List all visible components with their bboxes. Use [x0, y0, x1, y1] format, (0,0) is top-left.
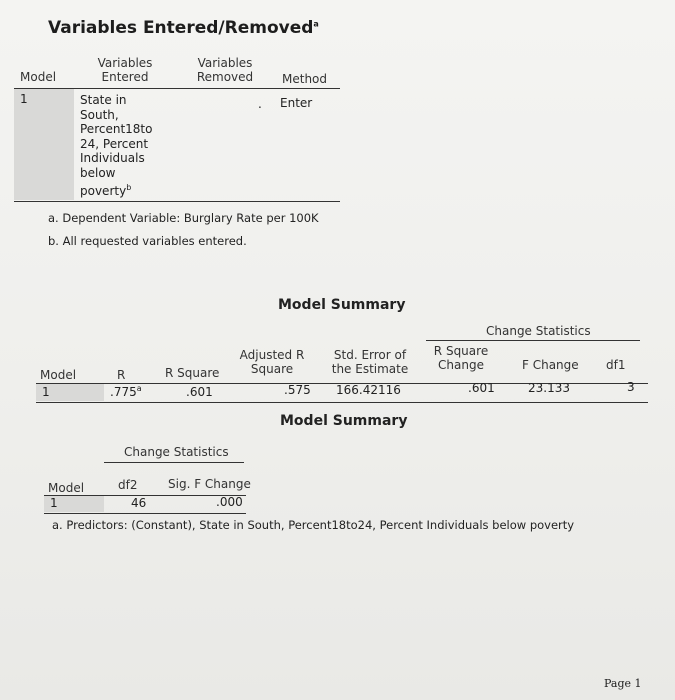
model-summary-title-2: Model Summary: [280, 413, 408, 429]
header-std-error: [324, 348, 416, 376]
table1-footnote-b: b. All requested variables entered.: [48, 234, 247, 248]
header-f-change: F Change: [522, 358, 579, 372]
header-adj-line2: Square: [250, 362, 294, 376]
entered-superscript: b: [126, 182, 132, 192]
table2-r-value: [110, 384, 142, 399]
variables-entered-title-text: Variables Entered/Removed: [48, 18, 314, 38]
change-statistics-rule: [426, 340, 640, 341]
table2-adjusted-value: .575: [284, 383, 311, 397]
r-superscript: a: [136, 384, 142, 393]
table2-std-error-value: 166.42116: [336, 383, 401, 397]
table1-bottom-rule: [14, 201, 340, 202]
change-statistics-header-2: Change Statistics: [124, 445, 229, 459]
variables-entered-title: [48, 18, 319, 38]
table2-f-change-value: 23.133: [528, 381, 570, 395]
header-r-square: R Square: [165, 366, 220, 380]
header-removed-line2: Removed: [196, 70, 254, 84]
header-model-3: Model: [48, 481, 85, 495]
entered-line: poverty: [80, 183, 127, 198]
entered-line: State in: [80, 93, 127, 107]
table2-r-square-value: .601: [186, 385, 213, 399]
entered-line: South,: [80, 107, 119, 122]
table3-df2-value: 46: [131, 496, 147, 510]
header-adj-line1: Adjusted R: [239, 348, 305, 362]
table1-removed-value: .: [258, 97, 262, 111]
header-se-line1: Std. Error of: [333, 348, 407, 362]
header-df2: df2: [118, 478, 138, 492]
header-entered-line2: Entered: [101, 70, 149, 84]
header-variables-removed: [186, 56, 264, 84]
entered-line: Percent18to: [80, 122, 153, 137]
change-statistics-header: Change Statistics: [486, 324, 591, 338]
table2-rsq-change-value: .601: [468, 381, 495, 395]
header-rsqc-line1: R Square: [433, 344, 489, 358]
model-summary-title: Model Summary: [278, 297, 406, 313]
r-value: .775: [110, 385, 137, 399]
table1-row-model: 1: [20, 92, 28, 106]
header-r-square-change: [428, 344, 494, 372]
table3-bottom-rule: [44, 513, 246, 514]
table3-row-model: 1: [50, 496, 58, 510]
entered-line: below: [80, 165, 116, 180]
change-statistics-rule-2: [104, 462, 244, 463]
header-model-2: Model: [40, 368, 77, 382]
header-df1: df1: [606, 358, 626, 372]
page-number: Page 1: [604, 677, 642, 690]
header-entered-line1: Variables: [97, 56, 153, 70]
header-r: R: [117, 368, 126, 382]
header-model: Model: [20, 70, 57, 84]
table3-footnote: a. Predictors: (Constant), State in South, Percent18to24, Percent Individuals below poverty: [52, 518, 575, 532]
header-adjusted-r-square: [232, 348, 312, 376]
header-removed-line1: Variables: [197, 56, 253, 70]
title-superscript: a: [313, 19, 319, 29]
header-se-line2: the Estimate: [331, 362, 409, 376]
table2-df1-value: 3: [627, 380, 635, 394]
table1-method-value: Enter: [280, 96, 313, 110]
table1-footnote-a: a. Dependent Variable: Burglary Rate per 100K: [48, 211, 319, 225]
table3-sig-value: .000: [216, 495, 243, 509]
table2-row-model: 1: [42, 385, 50, 399]
header-variables-entered: [86, 56, 164, 84]
header-rsqc-line2: Change: [438, 358, 484, 372]
entered-line: Individuals: [80, 151, 145, 166]
entered-line: 24, Percent: [80, 136, 149, 151]
table1-entered-variables: [80, 93, 152, 198]
header-method: Method: [282, 72, 328, 86]
header-sig-f-change: Sig. F Change: [168, 477, 251, 491]
table2-bottom-rule: [36, 402, 648, 403]
